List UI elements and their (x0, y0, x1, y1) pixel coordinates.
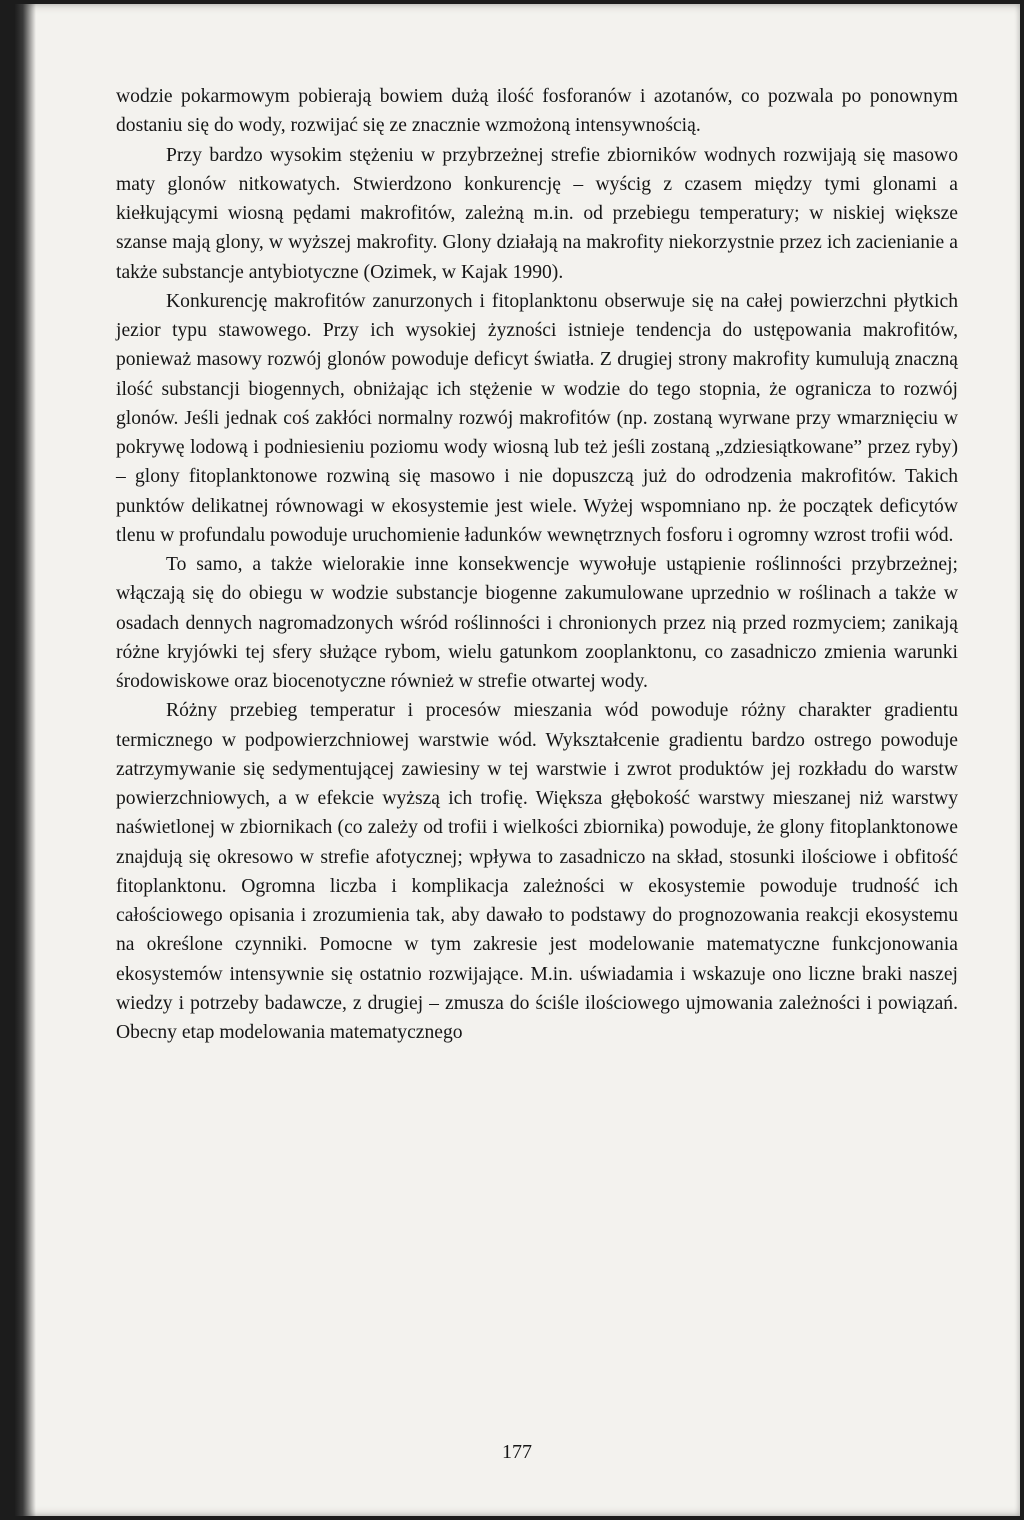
paragraph-thermal-gradient: Różny przebieg temperatur i procesów mieszania wód powoduje różny charakter gradientu termicznego w podpowierzchniowej warstwie wód. Wykształcenie gradientu bardzo ostrego powoduje zatrzymywanie się sedymentującej zawiesiny w tej warstwie i zwrot produktów jej rozkładu do warstw powierzchniowych, a w efekcie wyższą ich trofię. Większa głębokość warstwy mieszanej niż warstwy naświetlonej w zbiornikach (co zależy od trofii i wielkości zbiornika) powoduje, że glony fitoplanktonowe znajdują się okresowo w strefie afotycznej; wpływa to zasadniczo na skład, stosunki ilościowe i obfitość fitoplanktonu. Ogromna liczba i komplikacja zależności w ekosystemie powoduje trudność ich całościowego opisania i zrozumienia tak, aby dawało to podstawy do prognozowania reakcji ekosystemu na określone czynniki. Pomocne w tym zakresie jest modelowanie matematyczne funkcjonowania ekosystemów intensywnie się ostatnio rozwijające. M.in. uświadamia i wskazuje ono liczne braki naszej wiedzy i potrzeby badawcze, z drugiej – zmusza do ściśle ilościowego ujmowania zależności i powiązań. Obecny etap modelowania matematycznego (116, 700, 958, 1043)
paragraph-algal-mats: Przy bardzo wysokim stężeniu w przybrzeżnej strefie zbiorników wodnych rozwijają się masowo maty glonów nitkowatych. Stwierdzono konkurencję – wyścig z czasem między tymi glonami a kiełkującymi wiosną pędami makrofitów, zależną m.in. od przebiegu temperatury; w niskiej większe szanse mają glony, w wyższej makrofity. Glony działają na makrofity niekorzystnie przez ich zacienianie a także substancje antybiotyczne (Ozimek, w Kajak 1990). (116, 144, 958, 283)
body-text (116, 82, 958, 1047)
paragraph-littoral-vegetation: To samo, a także wielorakie inne konsekwencje wywołuje ustąpienie roślinności przybrzeżnej; włączają się do obiegu w wodzie substancje biogenne zakumulowane uprzednio w roślinach a także w osadach dennych nagromadzonych wśród roślinności i chronionych przez nią przed rozmyciem; zanikają różne kryjówki tej sfery służące rybom, wielu gatunkom zooplanktonu, co zasadniczo zmienia warunki środowiskowe oraz biocenotyczne również w strefie otwartej wody. (116, 554, 958, 692)
page-binding-shadow (14, 4, 36, 1516)
paragraph-macrophyte-competition: Konkurencję makrofitów zanurzonych i fitoplanktonu obserwuje się na całej powierzchni płytkich jezior typu stawowego. Przy ich wysokiej żyzności istnieje tendencja do ustępowania makrofitów, ponieważ masowy rozwój glonów powoduje deficyt światła. Z drugiej strony makrofity kumulują znaczną ilość substancji biogennych, obniżając ich stężenie w wodzie do tego stopnia, że ogranicza to rozwój glonów. Jeśli jednak coś zakłóci normalny rozwój makrofitów (np. zostaną wyrwane przy wmarznięciu w pokrywę lodową i podniesieniu poziomu wody wiosną lub też jeśli zostaną „zdziesiątkowane” przez ryby) – glony fitoplanktonowe rozwiną się masowo i nie dopuszczą już do odrodzenia makrofitów. Takich punktów delikatnej równowagi w ekosystemie jest wiele. Wyżej wspomniano np. że początek deficytów tlenu w profundalu powoduje uruchomienie ładunków wewnętrznych fosforu i ogromny wzrost trofii wód. (116, 290, 958, 546)
paragraph-continuation: wodzie pokarmowym pobierają bowiem dużą ilość fosforanów i azotanów, co pozwala po ponownym dostaniu się do wody, rozwijać się ze znacznie wzmożoną intensywnością. (116, 86, 958, 137)
book-page (14, 4, 1020, 1516)
page-number: 177 (502, 1441, 532, 1463)
